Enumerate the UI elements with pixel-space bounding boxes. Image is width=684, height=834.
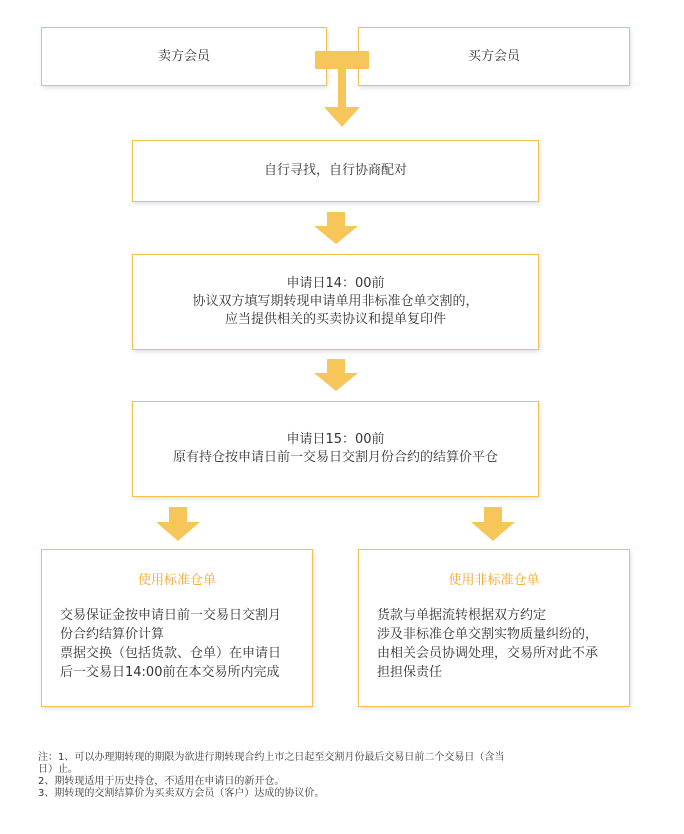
footnotes: [38, 752, 638, 800]
down-arrow-right: [469, 505, 517, 543]
standard-receipt-box: [41, 549, 313, 707]
nonstandard-receipt-box: [358, 549, 630, 707]
application-deadline: 申请日14：00前: [286, 276, 385, 291]
seller-member-box: [41, 27, 327, 86]
nonstandard-receipt-heading: 使用非标准仓单: [448, 573, 540, 588]
nonstandard-receipt-line2: 涉及非标准仓单交割实物质量纠纷的，: [377, 627, 599, 642]
nonstandard-receipt-line1: 货款与单据流转根据双方约定: [377, 608, 547, 623]
standard-receipt-line3: 票据交换（包括货款、仓单）在申请日: [60, 646, 282, 661]
footnote-3: 3、期转现的交割结算价为买卖双方会员（客户）达成的协议价。: [38, 788, 325, 799]
position-close-box: [132, 401, 539, 497]
buyer-member-box: [358, 27, 630, 86]
nonstandard-receipt-line3: 由相关会员协调处理，交易所对此不承: [377, 646, 599, 661]
standard-receipt-line4: 后一交易日14:00前在本交易所内完成: [60, 665, 280, 680]
close-deadline: 申请日15：00前: [286, 432, 385, 447]
nonstandard-receipt-line4: 担担保责任: [377, 665, 443, 680]
down-arrow-left: [154, 505, 202, 543]
down-arrow-1: [312, 210, 360, 246]
application-text-line1: 协议双方填写期转现申请单用非标准仓单交割的，: [192, 294, 479, 309]
footnote-1: 注：1、可以办理期转现的期限为欲进行期转现合约上市之日起至交割月份最后交易日前二个交易日（含当: [38, 752, 505, 763]
standard-receipt-line1: 交易保证金按申请日前一交易日交割月: [60, 608, 282, 623]
application-box: [132, 254, 539, 350]
seller-member-label: 卖方会员: [157, 48, 210, 64]
self-matching-label: 自行寻找，自行协商配对: [263, 163, 407, 178]
standard-receipt-line2: 份合约结算价计算: [60, 627, 165, 642]
footnote-1-continued: 日）止。: [38, 764, 78, 775]
close-text: 原有持仓按申请日前一交易日交割月份合约的结算价平仓: [172, 450, 498, 465]
standard-receipt-heading: 使用标准仓单: [137, 573, 216, 588]
merge-arrow: [312, 45, 372, 129]
footnote-2: 2、期转现适用于历史持仓，不适用在申请日的新开仓。: [38, 776, 285, 787]
down-arrow-2: [312, 357, 360, 393]
buyer-member-label: 买方会员: [467, 48, 520, 64]
application-text-line2: 应当提供相关的买卖协议和提单复印件: [224, 312, 446, 327]
self-matching-box: [132, 140, 539, 202]
